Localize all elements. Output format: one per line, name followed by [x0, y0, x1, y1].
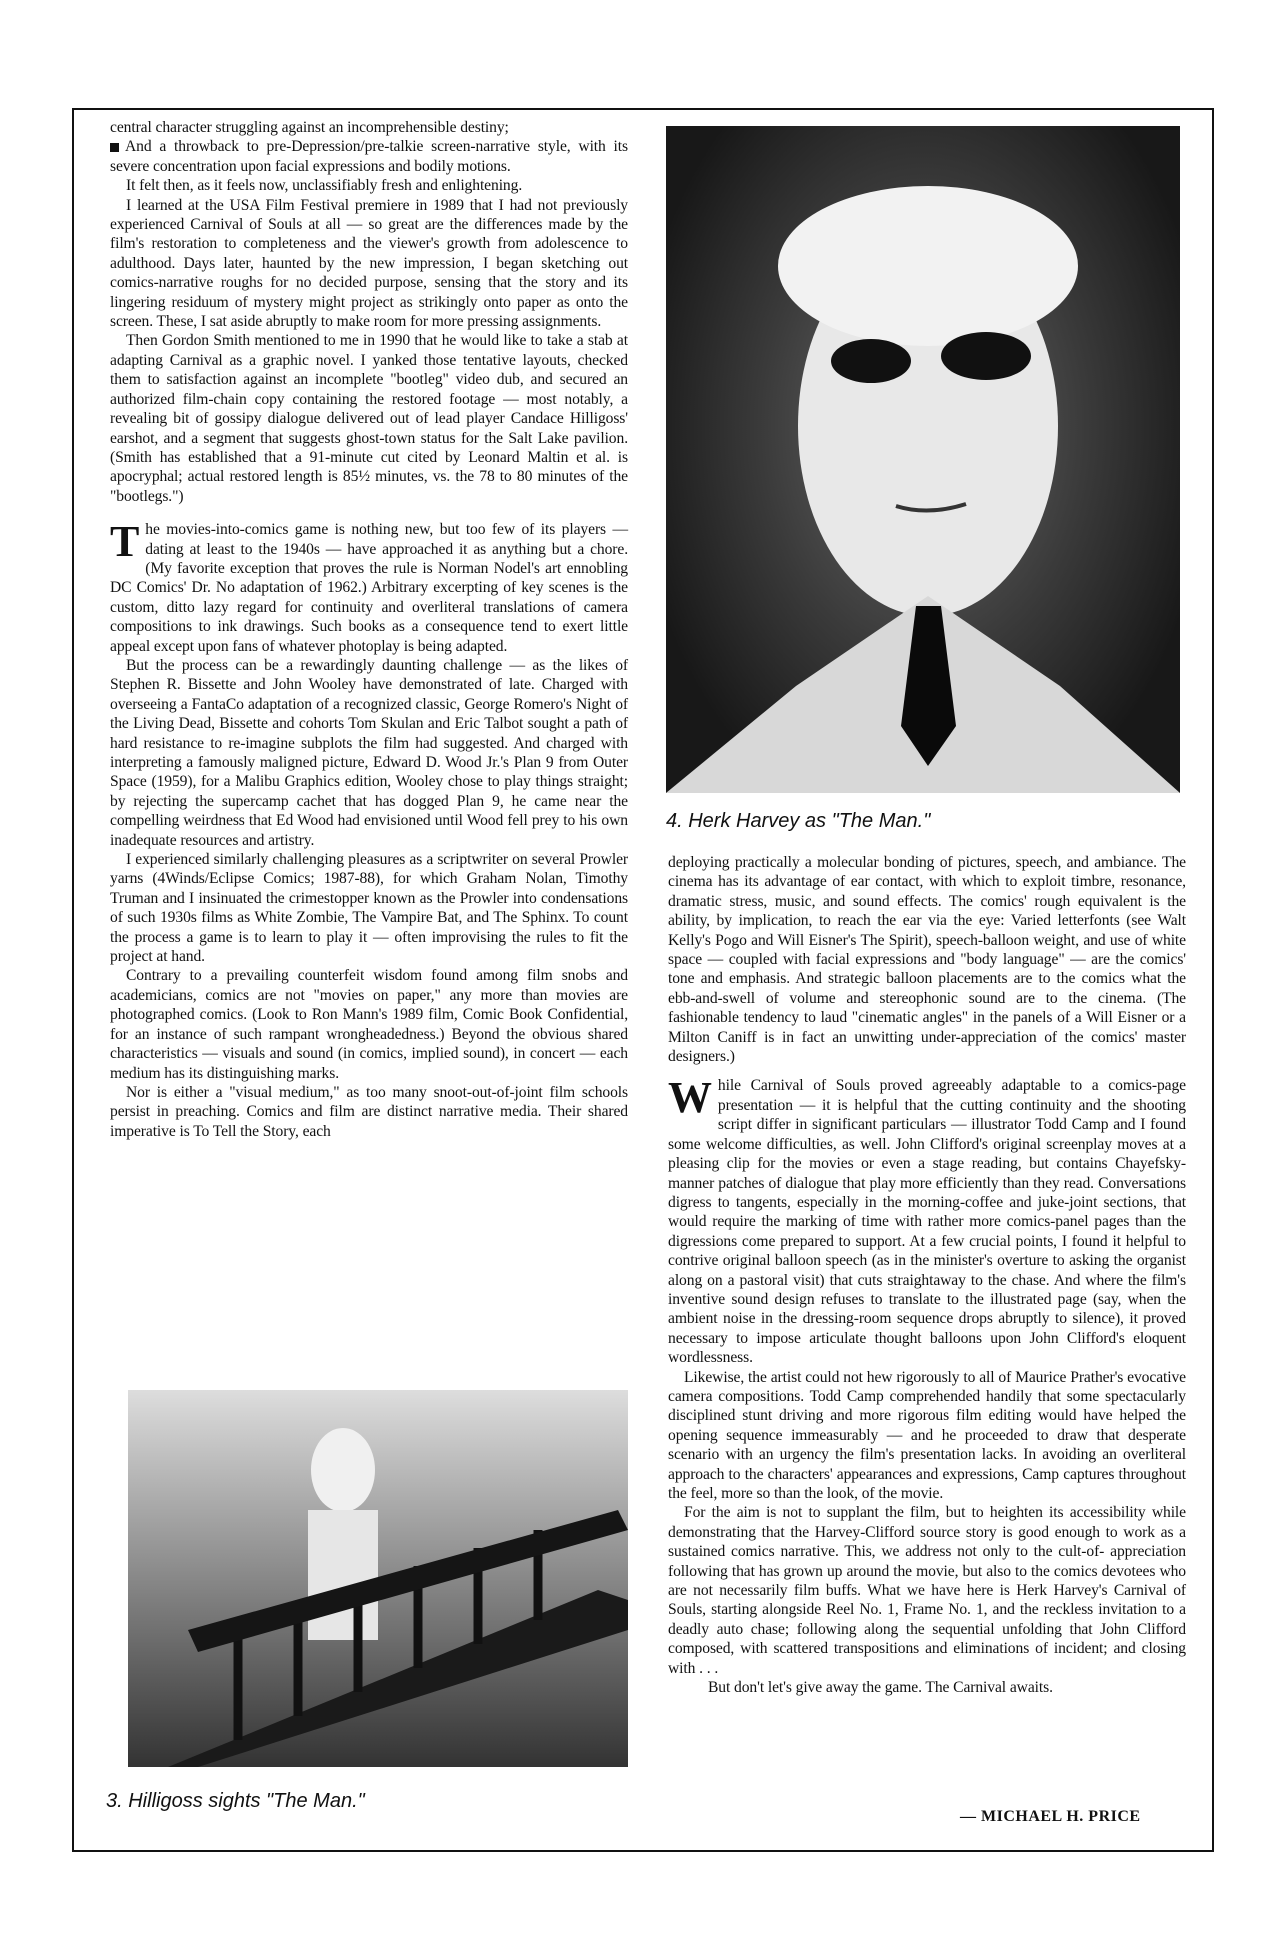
paragraph: Then Gordon Smith mentioned to me in 1990 that he would like to take a stab at adapting Carnival as a graphic novel. I yanked those tentative layouts, checked them to satisfaction against an incomplete "bootleg" video dub, and secured an authorized film-chain copy containing the restored footage — most notably, a revealing bit of gossipy dialogue delivered out of lead player Candace Hilligoss' earshot, and a segment that suggests ghost-town status for the Salt Lake pavilion. (Smith has established that a 91-minute cut cited by Leonard Maltin et al. is apocryphal; actual restored length is 85½ minutes, vs. the 78 to 80 minutes of the "bootlegs.") — [110, 332, 628, 505]
paragraph-text: hile Carnival of Souls proved agreeably adaptable to a comics-page presentation — it is helpful that the cutting continuity and the shooting script differ in significant particulars — illustrator Todd Camp and I found some welcome difficulties, as well. John Clifford's original screenplay moves at a pleasing clip for the movies or even a stage reading, but contains Chayefsky-manner patches of dialogue that play more efficiently than they read. Conversations digress to tangents, especially in the morning-coffee and juke-joint sections, that would require the marking of time with rather more comics-panel pages than the digressions come prepared to support. At a few crucial points, I found it helpful to contrive original balloon speech (as in the minister's overture to asking the organist along on a pastoral visit) that cuts straightaway to the chase. And where the film's inventive sound design refuses to translate to the illustrated page (say, when the ambient noise in the dressing-room sequence drops abruptly to silence), it proved necessary to impose articulate thought balloons upon John Clifford's eloquent wordlessness. — [668, 1077, 1186, 1367]
paragraph-text: he movies-into-comics game is nothing new, but too few of its players — dating at least to the 1940s — have approached it as anything but a chore. (My favorite exception that proves the rule is Norman Nodel's art ennobling DC Comics' Dr. No adaptation of 1962.) Arbitrary excerpting of key scenes is the custom, ditto lazy regard for continuity and overliteral translations of camera compositions to ink drawings. Such books as a consequence tend to exert little appeal except upon fans of whatever photoplay is being adapted. — [110, 521, 628, 655]
right-column — [668, 853, 1186, 1697]
left-column — [110, 118, 628, 1141]
photo-hilligoss — [128, 1390, 628, 1767]
paragraph: Contrary to a prevailing counterfeit wisdom found among film snobs and academicians, comics are not "movies on paper," any more than movies are photographed comics. (Look to Ron Mann's 1989 film, Comic Book Confidential, for an instance of such rampant wrongheadedness.) Beyond the obvious shared characteristics — visuals and sound (in comics, implied sound), in concert — each medium has its distinguishing marks. — [110, 967, 628, 1082]
staircase-image — [128, 1390, 628, 1767]
drop-cap: W — [668, 1073, 712, 1123]
paragraph: For the aim is not to supplant the film, but to heighten its accessibility while demonstrating that the Harvey-Clifford source story is good enough to work as a sustained comics narrative. This, we address not only to the cult-of- appreciation following that has grown up around the movie, but also to the comics devotees who are not necessarily film buffs. What we have here is Herk Harvey's Carnival of Souls, starting alongside Reel No. 1, Frame No. 1, and the reckless invitation to a deadly auto chase; following along the sequential unfolding that John Clifford composed, with scattered transpositions and eliminations of incident; and closing with . . . — [668, 1504, 1186, 1677]
paragraph: I experienced similarly challenging pleasures as a scriptwriter on several Prowler yarns (4Winds/Eclipse Comics; 1987-88), for which Graham Nolan, Timothy Truman and I insinuated the crimestopper known as the Prowler into condensations of such 1930s films as White Zombie, The Vampire Bat, and The Sphinx. To count the process a game is to learn to play it — often improvising the rules to fit the project at hand. — [110, 851, 628, 966]
paragraph: It felt then, as it feels now, unclassifiably fresh and enlightening. — [126, 177, 523, 195]
man-portrait-image — [666, 126, 1180, 793]
photo-herk-harvey — [666, 126, 1180, 793]
paragraph: deploying practically a molecular bonding of pictures, speech, and ambiance. The cinema has its advantage of ear contact, with which to exploit timbre, resonance, dramatic stress, music, and sound effects. The comics' rough equivalent is the ability, by implication, to reach the ear via the eye: Varied letterfonts (see Walt Kelly's Pogo and Will Eisner's The Spirit), speech-balloon weight, and use of white space — coupled with facial expressions and "body language" — are the comics' tone and emphasis. And strategic balloon placements are to the comics what the ebb-and-swell of volume and stereophonic sound are to the cinema. (The fashionable tendency to laud "cinematic angles" in the panels of a Will Eisner or a Milton Caniff is in fact an unwitting under-appreciation of the comics' master designers.) — [668, 854, 1186, 1066]
paragraph: But don't let's give away the game. The Carnival awaits. — [708, 1679, 1053, 1697]
section-paragraph — [110, 517, 628, 656]
paragraph: Likewise, the artist could not hew rigorously to all of Maurice Prather's evocative camera compositions. Todd Camp comprehended handily that some spectacularly disciplined stunt driving and more rigorous film editing would have helped the opening sequence immeasurably — and he proceeded to draw that desperate scenario with an urgency the film's presentation lacks. In avoiding an overliteral approach to the characters' appearances and expressions, Camp captures throughout the feel, more so than the look, of the movie. — [668, 1368, 1186, 1502]
bullet-text: And a throwback to pre-Depression/pre-talkie screen-narrative style, with its severe concentration upon facial expressions and bodily motions. — [110, 138, 628, 175]
paragraph: central character struggling against an incomprehensible destiny; — [110, 119, 509, 136]
paragraph: Nor is either a "visual medium," as too many snoot-out-of-joint film schools persist in preaching. Comics and film are distinct narrative media. Their shared imperative is To Tell the Story, each — [110, 1083, 628, 1140]
paragraph: I learned at the USA Film Festival premiere in 1989 that I had not previously experienced Carnival of Souls at all — so great are the differences made by the film's restoration to completeness and the viewer's growth from adolescence to adulthood. Days later, haunted by the new impression, I began sketching out comics-narrative roughs for no decided purpose, sensing that the story and its lingering residuum of mystery might project as strikingly onto paper as onto the screen. These, I sat aside abruptly to make room for more pressing assignments. — [110, 196, 628, 331]
figure-caption-4: 4. Herk Harvey as "The Man." — [666, 810, 931, 832]
paragraph: But the process can be a rewardingly daunting challenge — as the likes of Stephen R. Bissette and John Wooley have demonstrated of late. Charged with overseeing a FantaCo adaptation of a recognized classic, George Romero's Night of the Living Dead, Bissette and cohorts Tom Skulan and Eric Talbot sought a path of hard resistance to re-imagine subplots the film had suggested. And charged with interpreting a famously maligned picture, Edward D. Wood Jr.'s Plan 9 from Outer Space (1959), for a Malibu Graphics edition, Wooley chose to play things straight; by rejecting the supercamp cachet that has dogged Plan 9, he came near the compelling weirdness that Ed Wood had envisioned until Wood fell prey to his own inadequate resources and artistry. — [110, 656, 628, 849]
author-signoff: — MICHAEL H. PRICE — [960, 1808, 1141, 1825]
figure-caption-3: 3. Hilligoss sights "The Man." — [106, 1790, 365, 1812]
bullet-paragraph — [110, 137, 628, 176]
section-paragraph — [668, 1073, 1186, 1367]
bullet-icon — [110, 143, 119, 152]
drop-cap: T — [110, 517, 140, 567]
